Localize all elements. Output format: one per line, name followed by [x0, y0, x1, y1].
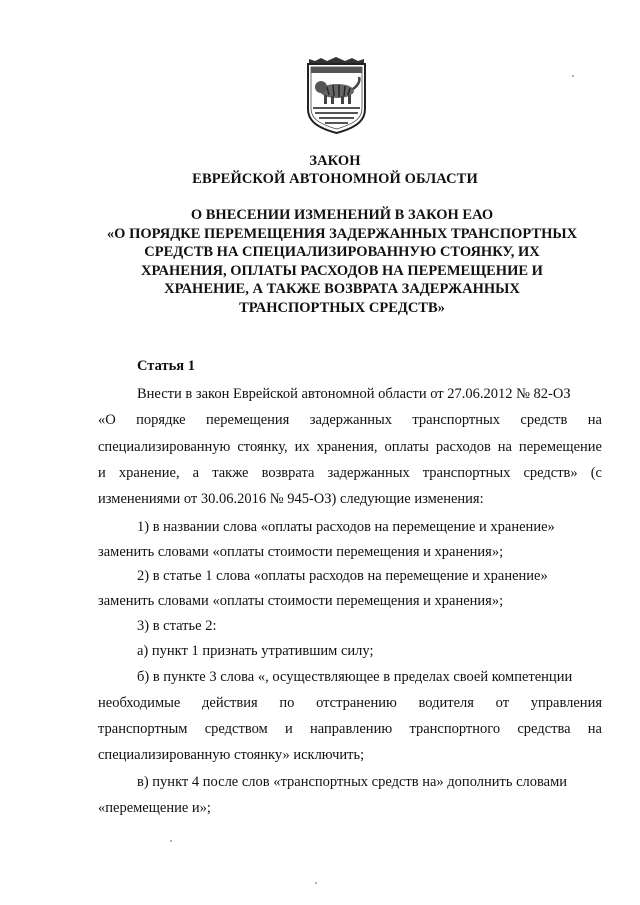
- list-item-line: 3) в статье 2:: [137, 618, 217, 634]
- list-item-line: транспортным средством и направлению транспортного средства на: [98, 721, 602, 737]
- law-title-line: ХРАНЕНИЯ, ОПЛАТЫ РАСХОДОВ НА ПЕРЕМЕЩЕНИЕ И: [141, 262, 543, 279]
- list-item-line: б) в пункте 3 слова «, осуществляющее в пределах своей компетенции: [137, 669, 573, 685]
- tiger-emblem-icon: [303, 57, 370, 135]
- list-item-line: специализированную стоянку» исключить;: [98, 747, 365, 763]
- document-type-heading: ЗАКОН: [309, 153, 361, 169]
- law-title-line: СРЕДСТВ НА СПЕЦИАЛИЗИРОВАННУЮ СТОЯНКУ, ИХ: [144, 244, 540, 261]
- paragraph-line: специализированную стоянку, их хранения, оплаты расходов на перемещение: [98, 439, 602, 455]
- list-item-line: 2) в статье 1 слова «оплаты расходов на перемещение и хранение»: [137, 568, 548, 584]
- list-item-line: в) пункт 4 после слов «транспортных средств на» дополнить словами: [137, 774, 568, 790]
- scan-speck: [170, 840, 172, 842]
- list-item-line: необходимые действия по отстранению водителя от управления: [98, 695, 602, 711]
- list-item-line: заменить словами «оплаты стоимости перемещения и хранения»;: [98, 544, 504, 560]
- law-title-line: О ВНЕСЕНИИ ИЗМЕНЕНИЙ В ЗАКОН ЕАО: [190, 207, 494, 223]
- paragraph-line: и хранение, а также возврата задержанных транспортных средств» (с: [98, 465, 602, 481]
- list-item-line: а) пункт 1 признать утратившим силу;: [137, 643, 374, 659]
- region-heading: ЕВРЕЙСКОЙ АВТОНОМНОЙ ОБЛАСТИ: [192, 171, 478, 187]
- paragraph-line: изменениями от 30.06.2016 № 945-ОЗ) следующие изменения:: [98, 491, 484, 507]
- law-title-line: ХРАНЕНИЕ, А ТАКЖЕ ВОЗВРАТА ЗАДЕРЖАННЫХ: [164, 281, 520, 298]
- paragraph-line: «О порядке перемещения задержанных транспортных средств на: [98, 412, 602, 428]
- list-item-line: 1) в названии слова «оплаты расходов на перемещение и хранение»: [137, 519, 555, 535]
- scan-speck: [315, 882, 317, 884]
- scan-speck: [572, 75, 574, 77]
- law-title: [92, 206, 592, 318]
- list-item-line: заменить словами «оплаты стоимости перемещения и хранения»;: [98, 593, 504, 609]
- law-title-line: «О ПОРЯДКЕ ПЕРЕМЕЩЕНИЯ ЗАДЕРЖАННЫХ ТРАНСПОРТНЫХ: [106, 225, 578, 242]
- article-heading: Статья 1: [137, 358, 195, 374]
- paragraph-line: Внести в закон Еврейской автономной области от 27.06.2012 № 82-ОЗ: [137, 386, 571, 402]
- law-title-line: ТРАНСПОРТНЫХ СРЕДСТВ»: [239, 299, 445, 316]
- coat-of-arms-emblem: [303, 57, 370, 135]
- list-item-line: «перемещение и»;: [98, 800, 211, 816]
